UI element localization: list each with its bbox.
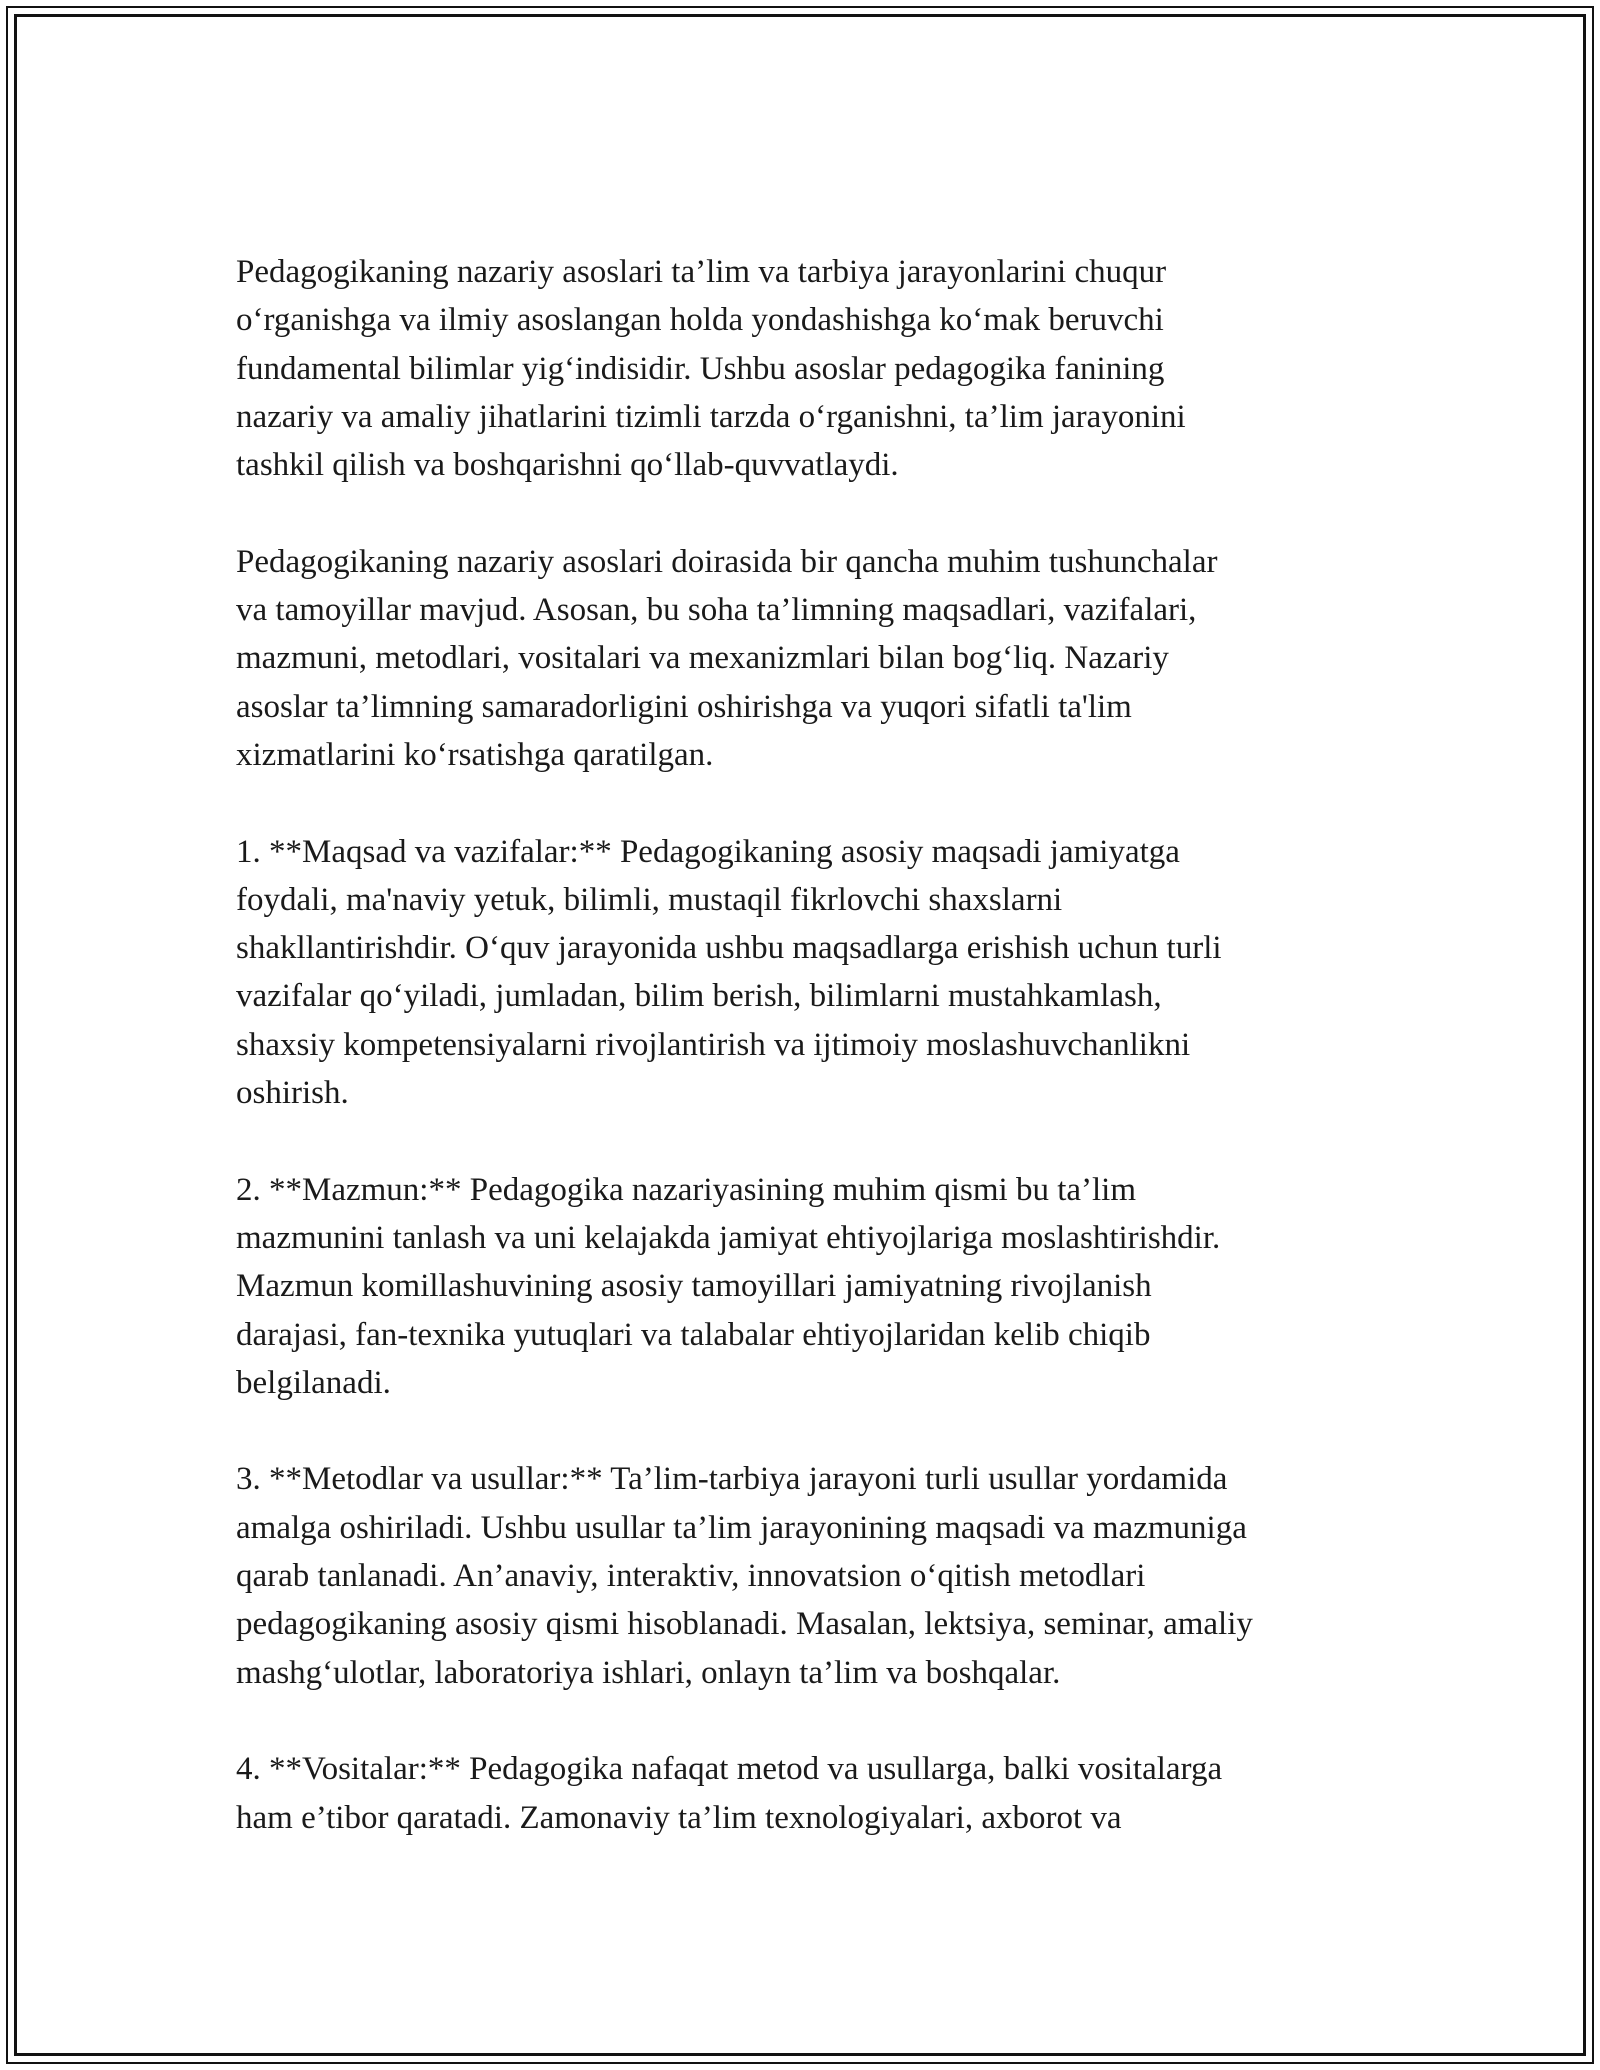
text-line: darajasi, fan-texnika yutuqlari va talabalar ehtiyojlaridan kelib chiqib: [236, 1316, 1151, 1353]
text-line: foydali, ma'naviy yetuk, bilimli, mustaqil fikrlovchi shaxslarni: [236, 881, 1063, 918]
text-line: shaxsiy kompetensiyalarni rivojlantirish va ijtimoiy moslashuvchanlikni: [236, 1026, 1191, 1063]
list-item-methods: [236, 1455, 1376, 1696]
text-line: 2. **Mazmun:** Pedagogika nazariyasining muhim qismi bu ta’lim: [236, 1171, 1137, 1208]
text-line: 3. **Metodlar va usullar:** Ta’lim-tarbiya jarayoni turli usullar yordamida: [236, 1461, 1228, 1498]
text-line: vazifalar qo‘yiladi, jumladan, bilim berish, bilimlarni mustahkamlash,: [236, 978, 1162, 1015]
text-line: qarab tanlanadi. An’anaviy, interaktiv, innovatsion o‘qitish metodlari: [236, 1558, 1146, 1595]
text-line: pedagogikaning asosiy qismi hisoblanadi. Masalan, lektsiya, seminar, amaliy: [236, 1606, 1253, 1643]
list-item-tools: [236, 1745, 1376, 1842]
text-line: 1. **Maqsad va vazifalar:** Pedagogikaning asosiy maqsadi jamiyatga: [236, 833, 1180, 870]
text-line: va tamoyillar mavjud. Asosan, bu soha ta’limning maqsadlari, vazifalari,: [236, 592, 1197, 629]
text-line: fundamental bilimlar yig‘indisidir. Ushbu asoslar pedagogika fanining: [236, 350, 1165, 387]
list-item-goals: [236, 828, 1376, 1118]
text-line: tashkil qilish va boshqarishni qo‘llab-quvvatlaydi.: [236, 447, 899, 484]
text-line: oshirish.: [236, 1075, 349, 1112]
text-line: nazariy va amaliy jihatlarini tizimli tarzda o‘rganishni, ta’lim jarayonini: [236, 398, 1186, 435]
text-line: mazmuni, metodlari, vositalari va mexanizmlari bilan bog‘liq. Nazariy: [236, 640, 1169, 677]
text-line: shakllantirishdir. O‘quv jarayonida ushbu maqsadlarga erishish uchun turli: [236, 930, 1222, 967]
text-line: o‘rganishga va ilmiy asoslangan holda yondashishga ko‘mak beruvchi: [236, 302, 1164, 339]
text-line: ham e’tibor qaratadi. Zamonaviy ta’lim texnologiyalari, axborot va: [236, 1799, 1122, 1836]
text-line: xizmatlarini ko‘rsatishga qaratilgan.: [236, 736, 714, 773]
paragraph-intro: [236, 248, 1376, 489]
paragraph-overview: [236, 538, 1376, 779]
text-line: amalga oshiriladi. Ushbu usullar ta’lim jarayonining maqsadi va mazmuniga: [236, 1509, 1247, 1546]
text-line: 4. **Vositalar:** Pedagogika nafaqat metod va usullarga, balki vositalarga: [236, 1751, 1223, 1788]
text-line: Pedagogikaning nazariy asoslari doirasida bir qancha muhim tushunchalar: [236, 543, 1218, 580]
text-line: belgilanadi.: [236, 1364, 391, 1401]
document-body: [236, 248, 1376, 1890]
text-line: mashg‘ulotlar, laboratoriya ishlari, onlayn ta’lim va boshqalar.: [236, 1654, 1061, 1691]
text-line: Mazmun komillashuvining asosiy tamoyillari jamiyatning rivojlanish: [236, 1268, 1152, 1305]
text-line: asoslar ta’limning samaradorligini oshirishga va yuqori sifatli ta'lim: [236, 688, 1132, 725]
text-line: mazmunini tanlash va uni kelajakda jamiyat ehtiyojlariga moslashtirishdir.: [236, 1219, 1221, 1256]
text-line: Pedagogikaning nazariy asoslari ta’lim va tarbiya jarayonlarini chuqur: [236, 254, 1167, 290]
list-item-content: [236, 1166, 1376, 1407]
